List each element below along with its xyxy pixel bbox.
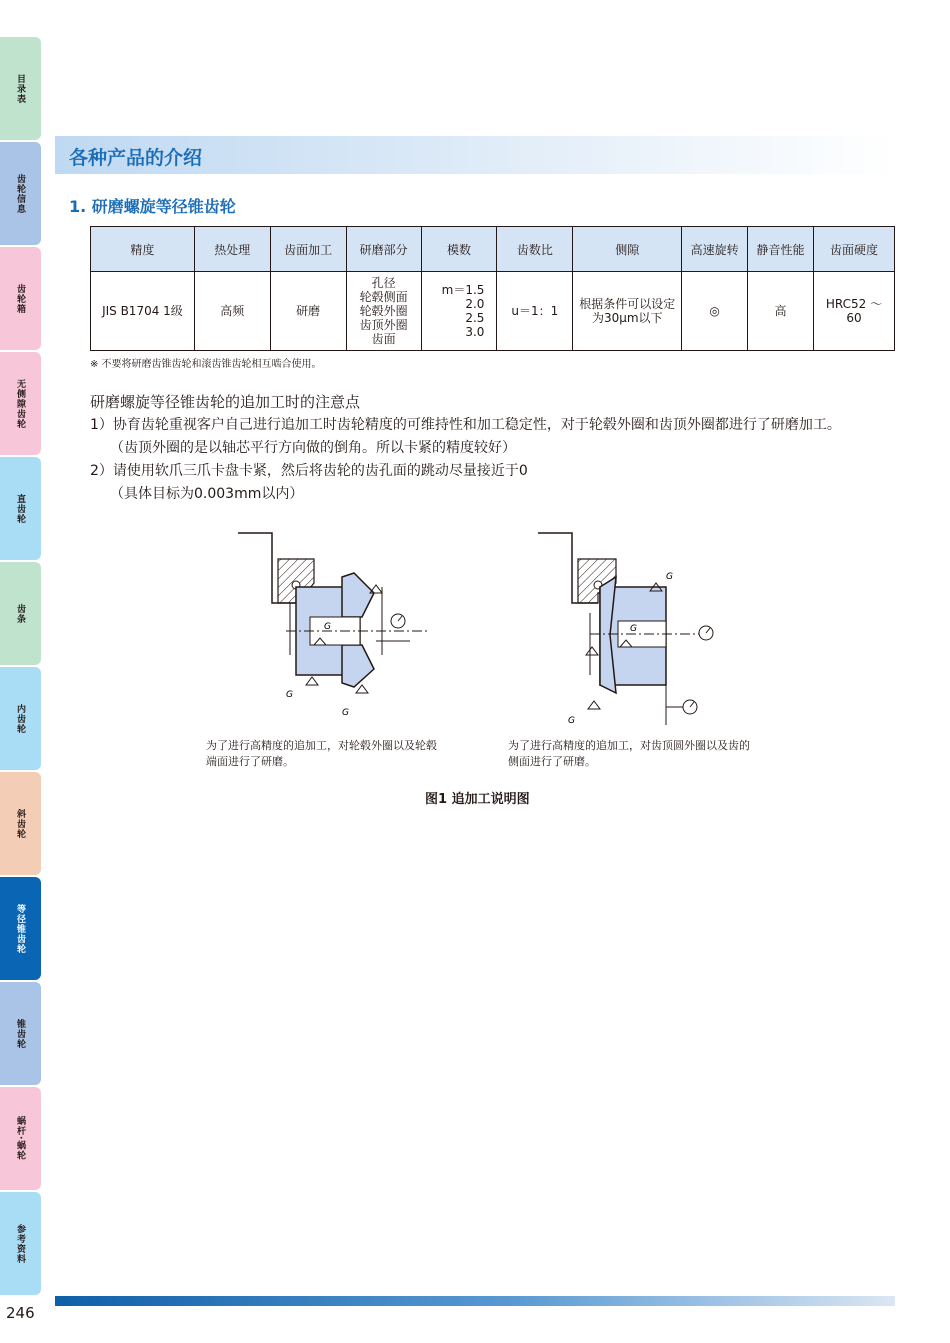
th-backlash: 侧隙 xyxy=(573,227,682,272)
table-row xyxy=(91,272,895,351)
th-heat: 热处理 xyxy=(194,227,270,272)
cell-ground: 孔径 轮毂侧面 轮毂外圈 齿顶外圈 齿面 xyxy=(346,272,421,351)
cell-hardness: HRC52 ～ 60 xyxy=(813,272,894,351)
cell-ratio: u＝1：1 xyxy=(497,272,573,351)
caution-line-2: （齿顶外圈的是以轴芯平行方向做的倒角。所以卡紧的精度较好） xyxy=(110,440,516,456)
side-tab-3[interactable]: 无侧隙齿轮 xyxy=(0,352,41,455)
caution-title: 研磨螺旋等径锥齿轮的追加工时的注意点 xyxy=(90,393,361,411)
caution-line-1: 1）协育齿轮重视客户自己进行追加工时齿轮精度的可维持性和加工稳定性，对于轮毂外圈和齿顶外圈都进行了研磨加工。 xyxy=(90,417,841,433)
fig-right-label-g1: G xyxy=(630,624,637,634)
cell-backlash: 根据条件可以设定 为30μm以下 xyxy=(573,272,682,351)
figure-left xyxy=(230,525,460,720)
cell-module: m＝1.5 2.0 2.5 3.0 xyxy=(421,272,497,351)
caution-line-4: （具体目标为0.003mm以内） xyxy=(110,486,304,502)
page-number: 246 xyxy=(6,1304,35,1322)
cell-high-speed: ◎ xyxy=(682,272,748,351)
side-tab-11[interactable]: 参考资料 xyxy=(0,1192,41,1295)
fig-left-label-g2: G xyxy=(286,690,293,700)
th-high-speed: 高速旋转 xyxy=(682,227,748,272)
caution-line-3: 2）请使用软爪三爪卡盘卡紧，然后将齿轮的齿孔面的跳动尽量接近于0 xyxy=(90,463,528,479)
side-tab-8[interactable]: 等径锥齿轮 xyxy=(0,877,41,980)
fig-left-label-g1: G xyxy=(324,622,331,632)
figure-right xyxy=(530,525,770,735)
th-module: 模数 xyxy=(421,227,497,272)
spec-table xyxy=(90,226,895,351)
th-surface: 齿面加工 xyxy=(270,227,346,272)
side-tab-10[interactable]: 蜗杆·蜗轮 xyxy=(0,1087,41,1190)
side-tab-2[interactable]: 齿轮箱 xyxy=(0,247,41,350)
table-note: ※ 不要将研磨齿锥齿轮和滚齿锥齿轮相互啮合使用。 xyxy=(90,359,322,370)
side-tab-5[interactable]: 齿条 xyxy=(0,562,41,665)
th-noise: 静音性能 xyxy=(748,227,814,272)
side-tab-7[interactable]: 斜齿轮 xyxy=(0,772,41,875)
th-ratio: 齿数比 xyxy=(497,227,573,272)
side-tab-6[interactable]: 内齿轮 xyxy=(0,667,41,770)
page-title: 各种产品的介绍 xyxy=(69,147,203,169)
side-tab-0[interactable]: 目录表 xyxy=(0,37,41,140)
bottom-bar xyxy=(55,1296,895,1306)
th-hardness: 齿面硬度 xyxy=(813,227,894,272)
th-accuracy: 精度 xyxy=(91,227,195,272)
fig-right-label-g3: G xyxy=(568,716,575,726)
fig-right-label-g2: G xyxy=(666,572,673,582)
caption-right: 为了进行高精度的追加工，对齿顶圆外圈以及齿的 侧面进行了研磨。 xyxy=(508,739,750,768)
table-header-row xyxy=(91,227,895,272)
side-tab-4[interactable]: 直齿轮 xyxy=(0,457,41,560)
side-tabs xyxy=(0,37,41,1297)
th-ground: 研磨部分 xyxy=(346,227,421,272)
caption-left: 为了进行高精度的追加工，对轮毂外圈以及轮毂 端面进行了研磨。 xyxy=(206,739,437,768)
cell-heat: 高频 xyxy=(194,272,270,351)
side-tab-1[interactable]: 齿轮信息 xyxy=(0,142,41,245)
figure-title: 图1 追加工说明图 xyxy=(425,792,530,807)
section-heading: 1. 研磨螺旋等径锥齿轮 xyxy=(69,197,236,216)
side-tab-9[interactable]: 锥齿轮 xyxy=(0,982,41,1085)
title-band xyxy=(55,136,895,174)
cell-surface: 研磨 xyxy=(270,272,346,351)
cell-noise: 高 xyxy=(748,272,814,351)
fig-left-label-g3: G xyxy=(342,708,349,718)
cell-accuracy: JIS B1704 1级 xyxy=(91,272,195,351)
